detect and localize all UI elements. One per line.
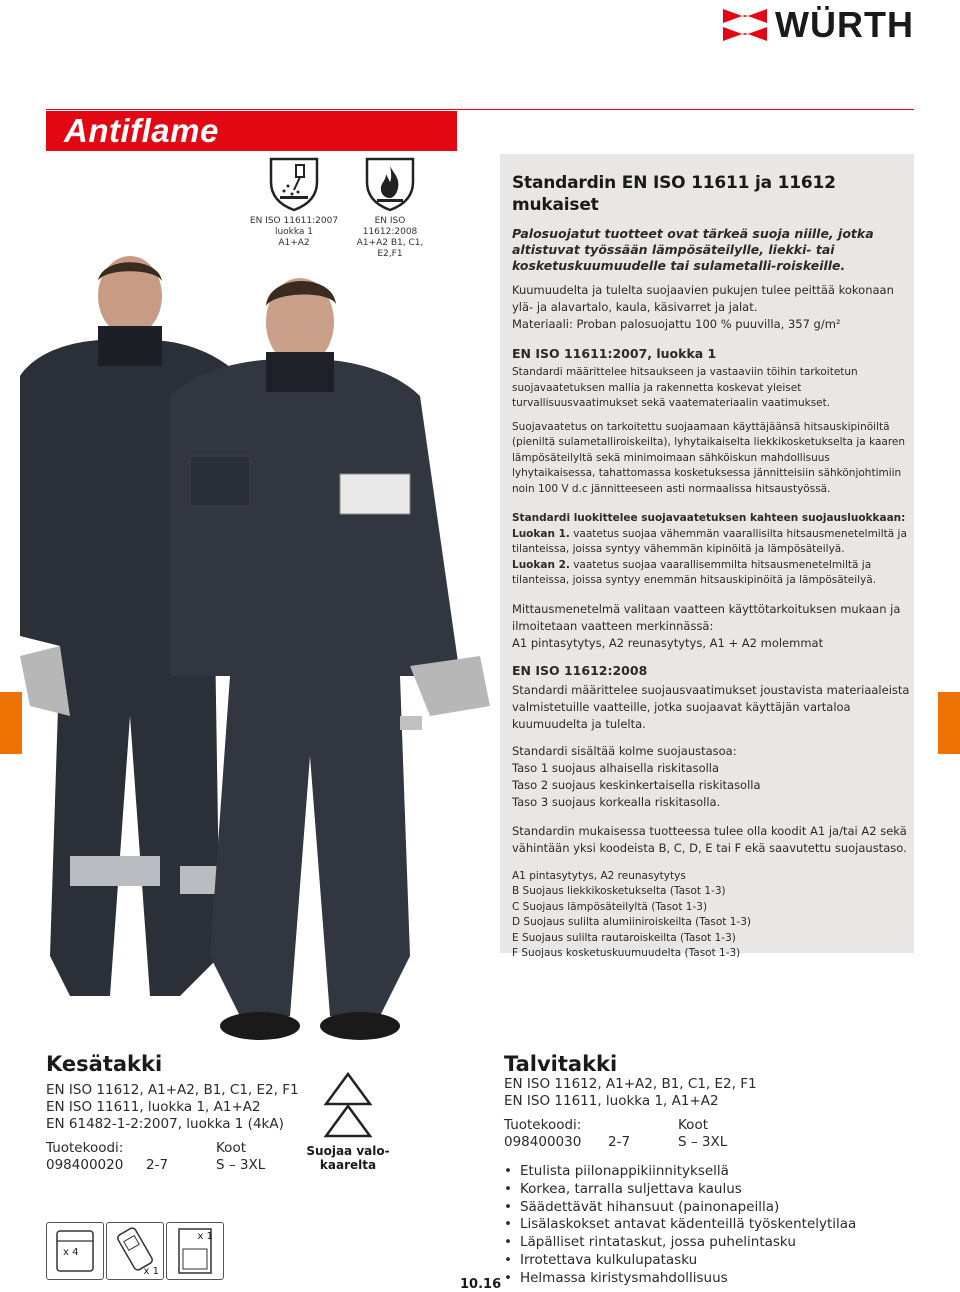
document-pocket-icon [167,1223,223,1279]
size-range: S – 3XL [216,1157,266,1173]
standards-info-panel [500,154,914,959]
measurement-text: Mittausmenetelmä valitaan vaatteen käyttötarkoituksen mukaan ja ilmoitetaan vaatteen merkinnässä: [512,601,901,633]
document-pocket-badge [166,1222,224,1280]
feature-list [504,1163,914,1288]
product-kesatakki [46,1052,306,1174]
page-number: 10.16 [460,1277,502,1292]
product-standards [46,1082,306,1133]
info-coverage-text: Kuumuudelta ja tulelta suojaavien pukujen tulee peittää kokonaan ylä- ja alavartalo, kaula, käsivarret ja jalat. [512,283,894,314]
wurth-logo-icon [723,5,767,45]
product-code: 098400030 [504,1134,582,1150]
code-label: Tuotekoodi: [504,1117,582,1133]
class1-text: vaatetus suojaa vähemmän vaarallisilta hitsausmenetelmiltä ja tilanteissa, joissa syntyy vähemmän kipinöitä ja lämpösäteilyä. [512,527,907,555]
feature-item: • Läpälliset rintataskut, jossa puhelintasku [504,1234,914,1252]
code-item: B Suojaus liekkikosketukselta (Tasot 1-3) [512,885,726,897]
product-code: 098400020 [46,1157,124,1173]
size-range: S – 3XL [678,1134,728,1150]
page-title: Antiflame [64,112,219,149]
product-standards [504,1076,914,1110]
info-heading: Standardin EN ISO 11611 ja 11612 mukaiset [512,173,836,215]
levels-intro: Standardi sisältää kolme suojaustasoa: [512,743,737,758]
arc-warning-icon [323,1072,373,1140]
symbol-en-iso-11611 [248,156,340,249]
class2-text: vaatetus suojaa vaarallisemmilta hitsausmenetelmiltä ja tilanteissa, joissa syntyy enemmän hitsauskipinöitä ja lämpösäteilyä. [512,558,877,586]
header-rule [46,109,914,110]
welding-shield-icon [268,156,320,212]
symbol-en-iso-11612 [348,156,432,260]
class2-label: Luokan 2. [512,558,570,571]
code-label: Tuotekoodi: [46,1140,124,1156]
size-code: 2-7 [146,1157,169,1173]
code-item: A1 pintasytytys, A2 reunasytytys [512,869,686,882]
info-11611-definition: Standardi määrittelee hitsaukseen ja vastaaviin töihin tarkoitetun suojavaatetuksen mallia ja rakennetta koskevat yleiset turvallisuusvaatimukset sekä vaatemateriaalin vaatimukset. [512,366,858,409]
size-label: Koot [678,1117,708,1133]
arc-protection-label: Suojaa valo-kaarelta [306,1144,390,1172]
info-paragraph [512,282,910,333]
symbol-label-line: A1+A2 B1, C1, E2,F1 [356,238,424,259]
brand-logo [723,4,914,46]
product-title: Kesätakki [46,1052,163,1076]
product-order-info [46,1140,306,1174]
flame-shield-icon [364,156,416,212]
phone-pocket-count: x 1 [143,1266,159,1277]
info-levels [512,743,910,811]
code-item: F Suojaus kosketuskuumuudelta (Tasot 1-3) [512,947,741,959]
measurement-codes: A1 pintasytytys, A2 reunasytytys, A1 + A2 molemmat [512,635,824,650]
classes-heading: Standardi luokittelee suojavaatetuksen kahteen suojausluokkaan: [512,512,906,524]
symbol-label-line: A1+A2 [278,238,310,248]
phone-pocket-badge [106,1222,164,1280]
feature-item: • Helmassa kiristysmahdollisuus [504,1270,914,1288]
symbol-label-line: luokka 1 [274,227,314,237]
pocket-count-badge [46,1222,104,1280]
worker-right-figure [170,278,490,1040]
product-order-info [504,1117,914,1151]
document-pocket-count: x 1 [197,1231,213,1242]
info-11611-purpose: Suojavaatetus on tarkoitettu suojaamaan käyttäjäänsä hitsauskipinöiltä (pieniltä sulametalliroiskeilta), lyhytaikaiselta liekkikosketukselta ja kaaren lämpösäteilyltä sekä minimoimaan sähköiskun mahdollisuus lyhytaikaisessa, tahattomassa kosketuksessa jännitteisiin sähkönjohtimiin noin 100 V d.c jännitteeseen asti normaalissa hitsaustyössä. [512,420,906,495]
info-11612-definition: Standardi määrittelee suojausvaatimukset joustavista materiaaleista valmistetuille vaatteille, jotka suojaavat käyttäjän vartaloa kuumuudelta ja tulelta. [512,682,910,731]
side-tab-right [938,692,960,754]
info-material-text: Materiaali: Proban palosuojattu 100 % puuvilla, 357 g/m² [512,317,841,331]
code-item: E Suojaus sulilta rautaroiskeilta (Tasot 1-3) [512,931,736,944]
code-item: C Suojaus lämpösäteilyltä (Tasot 1-3) [512,900,708,913]
level-item: Taso 2 suojaus keskinkertaisella riskitasolla [512,777,761,792]
info-measurement [512,601,910,652]
arc-protection-symbol [302,1072,394,1172]
section-heading-11611: EN ISO 11611:2007, luokka 1 [512,346,717,361]
symbol-label-line: EN ISO 11612:2008 [362,216,418,237]
feature-item: • Irrotettava kulkulupatasku [504,1252,914,1270]
feature-item: • Etulista piilonappikiinnityksellä [504,1163,914,1181]
info-requirement: Standardin mukaisessa tuotteessa tulee olla koodit A1 ja/tai A2 sekä vähintään yksi koodeista B, C, D, E tai F ekä saavutettu suojaustaso. [512,823,907,855]
info-codes [512,869,910,962]
size-code: 2-7 [608,1134,631,1150]
pocket-count: x 4 [63,1247,79,1258]
symbol-label-line: EN ISO 11611:2007 [249,216,339,226]
standard-line: EN ISO 11611, luokka 1, A1+A2 [46,1099,261,1115]
standard-line: EN ISO 11611, luokka 1, A1+A2 [504,1093,719,1109]
standard-line: EN ISO 11612, A1+A2, B1, C1, E2, F1 [504,1076,757,1092]
standard-line: EN ISO 11612, A1+A2, B1, C1, E2, F1 [46,1082,299,1098]
brand-name: WÜRTH [775,4,914,45]
size-label: Koot [216,1140,246,1156]
feature-item: • Korkea, tarralla suljettava kaulus [504,1181,914,1199]
info-intro: Palosuojatut tuotteet ovat tärkeä suoja niille, jotka altistuvat työssään lämpösäteilylle, liekki- tai kosketuskuumuudelle tai sulametalli-roiskeille. [512,226,874,273]
code-item: D Suojaus sulilta alumiiniroiskeilta (Tasot 1-3) [512,916,751,928]
class1-label: Luokan 1. [512,527,570,540]
product-title: Talvitakki [504,1052,618,1076]
standard-line: EN 61482-1-2:2007, luokka 1 (4kA) [46,1116,284,1132]
info-classes [512,511,910,589]
feature-item: • Säädettävät hihansuut (painonapeilla) [504,1199,914,1217]
product-photo [0,256,500,1046]
section-heading-11612: EN ISO 11612:2008 [512,662,648,678]
title-banner [46,111,457,151]
product-talvitakki [504,1052,914,1288]
level-item: Taso 1 suojaus alhaisella riskitasolla [512,760,720,775]
level-item: Taso 3 suojaus korkealla riskitasolla. [512,794,721,809]
feature-item: • Lisälaskokset antavat kädenteillä työskentelytilaa [504,1216,914,1234]
